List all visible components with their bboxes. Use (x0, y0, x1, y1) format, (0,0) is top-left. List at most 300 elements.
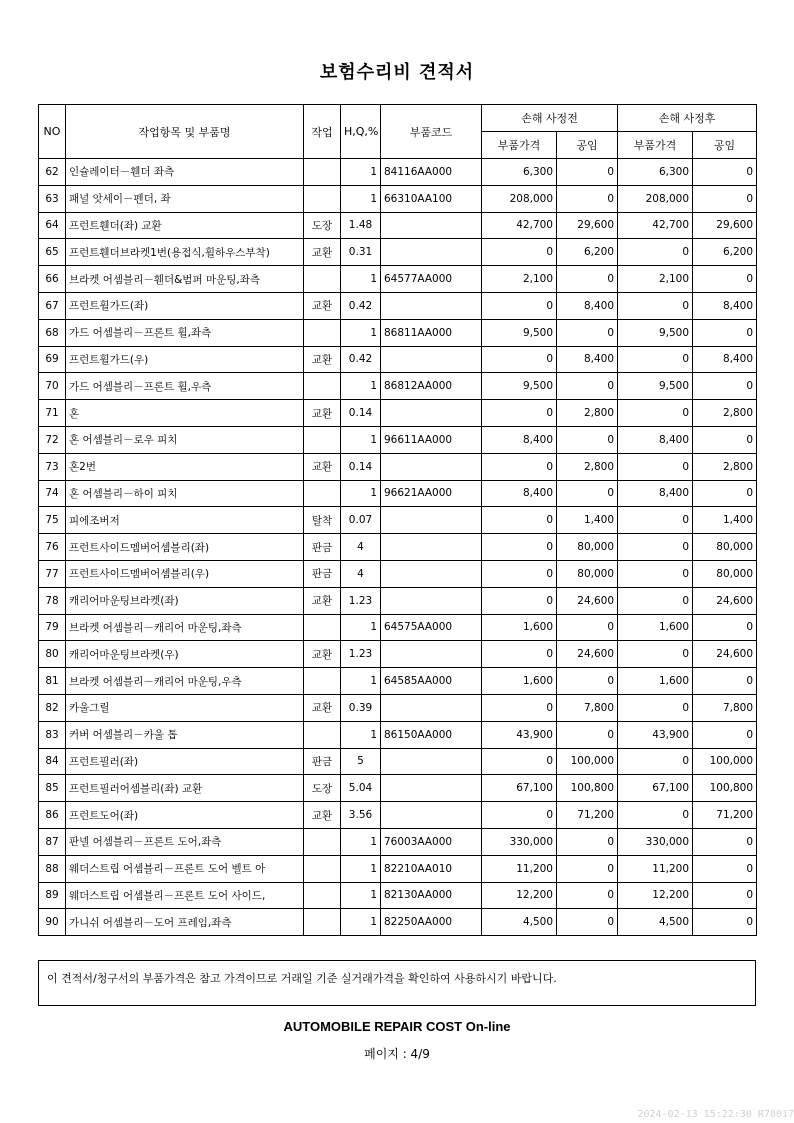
row-hq: 1 (341, 721, 381, 748)
row-before-part-price: 0 (482, 694, 557, 721)
document-title: 보험수리비 견적서 (319, 62, 475, 83)
col-before-labor: 공임 (557, 132, 618, 159)
row-no: 70 (39, 373, 66, 400)
table-row (39, 426, 757, 453)
row-after-part-price: 9,500 (618, 373, 693, 400)
row-no: 76 (39, 534, 66, 561)
row-before-part-price: 0 (482, 748, 557, 775)
row-after-labor: 2,800 (693, 453, 757, 480)
row-before-labor: 24,600 (557, 641, 618, 668)
row-part-code: 76003AA000 (381, 828, 482, 855)
row-before-part-price: 8,400 (482, 480, 557, 507)
row-after-part-price: 0 (618, 534, 693, 561)
row-hq: 5.04 (341, 775, 381, 802)
row-before-part-price: 1,600 (482, 668, 557, 695)
row-before-labor: 0 (557, 319, 618, 346)
row-before-part-price: 42,700 (482, 212, 557, 239)
table-row (39, 641, 757, 668)
table-row (39, 828, 757, 855)
row-part-code (381, 453, 482, 480)
row-before-labor: 0 (557, 882, 618, 909)
row-after-part-price: 0 (618, 587, 693, 614)
row-before-part-price: 0 (482, 292, 557, 319)
table-header (39, 105, 757, 159)
row-work-type (304, 828, 341, 855)
table-row (39, 721, 757, 748)
row-before-part-price: 0 (482, 453, 557, 480)
row-no: 67 (39, 292, 66, 319)
table-row (39, 748, 757, 775)
row-hq: 5 (341, 748, 381, 775)
col-item: 작업항목 및 부품명 (66, 105, 304, 159)
row-item-name: 피에조버저 (66, 507, 304, 534)
table-row (39, 802, 757, 829)
row-part-code (381, 748, 482, 775)
row-item-name: 혼 어셈블리－하이 피치 (66, 480, 304, 507)
row-after-part-price: 0 (618, 802, 693, 829)
row-before-part-price: 330,000 (482, 828, 557, 855)
row-after-labor: 0 (693, 882, 757, 909)
row-item-name: 프런트필러(좌) (66, 748, 304, 775)
col-group-after: 손해 사정후 (618, 105, 757, 132)
row-hq: 1.48 (341, 212, 381, 239)
row-no: 89 (39, 882, 66, 909)
row-before-labor: 0 (557, 373, 618, 400)
row-hq: 1 (341, 828, 381, 855)
row-part-code (381, 346, 482, 373)
table-row (39, 775, 757, 802)
row-after-labor: 0 (693, 668, 757, 695)
row-no: 86 (39, 802, 66, 829)
row-work-type (304, 882, 341, 909)
row-item-name: 프런트필러어셈블리(좌) 교환 (66, 775, 304, 802)
row-part-code: 86812AA000 (381, 373, 482, 400)
row-hq: 4 (341, 560, 381, 587)
row-item-name: 프런트사이드멤버어셈블리(우) (66, 560, 304, 587)
row-no: 84 (39, 748, 66, 775)
row-item-name: 프런트휀더브라켓1번(용접식,휠하우스부착) (66, 239, 304, 266)
page-number: 페이지 : 4/9 (364, 1047, 430, 1061)
row-after-labor: 0 (693, 614, 757, 641)
row-part-code: 96611AA000 (381, 426, 482, 453)
row-before-labor: 0 (557, 855, 618, 882)
row-after-part-price: 67,100 (618, 775, 693, 802)
row-after-part-price: 0 (618, 694, 693, 721)
table-row (39, 292, 757, 319)
table-row (39, 534, 757, 561)
row-hq: 4 (341, 534, 381, 561)
row-hq: 1.23 (341, 587, 381, 614)
row-hq: 1 (341, 480, 381, 507)
table-row (39, 239, 757, 266)
row-no: 63 (39, 185, 66, 212)
row-after-part-price: 0 (618, 346, 693, 373)
row-part-code (381, 212, 482, 239)
row-before-labor: 0 (557, 614, 618, 641)
row-no: 62 (39, 159, 66, 186)
row-before-labor: 29,600 (557, 212, 618, 239)
row-hq: 1.23 (341, 641, 381, 668)
row-no: 72 (39, 426, 66, 453)
row-after-labor: 0 (693, 721, 757, 748)
table-row (39, 319, 757, 346)
row-no: 78 (39, 587, 66, 614)
row-before-labor: 1,400 (557, 507, 618, 534)
col-no: NO (39, 105, 66, 159)
row-work-type (304, 909, 341, 936)
row-item-name: 가드 어셈블리－프론트 휠,우측 (66, 373, 304, 400)
row-work-type: 교환 (304, 292, 341, 319)
table-row (39, 614, 757, 641)
row-item-name: 커버 어셈블리－카울 톱 (66, 721, 304, 748)
row-part-code (381, 587, 482, 614)
row-part-code (381, 239, 482, 266)
row-after-part-price: 0 (618, 507, 693, 534)
table-row (39, 507, 757, 534)
row-item-name: 혼 어셈블리－로우 피치 (66, 426, 304, 453)
row-after-part-price: 42,700 (618, 212, 693, 239)
row-item-name: 인슐레이터－휀더 좌측 (66, 159, 304, 186)
row-after-labor: 29,600 (693, 212, 757, 239)
col-after-part-price: 부품가격 (618, 132, 693, 159)
row-before-part-price: 0 (482, 507, 557, 534)
table-row (39, 560, 757, 587)
table-row (39, 855, 757, 882)
row-part-code (381, 292, 482, 319)
row-item-name: 브라켓 어셈블리－캐리어 마운팅,좌측 (66, 614, 304, 641)
row-part-code (381, 802, 482, 829)
row-no: 69 (39, 346, 66, 373)
table-body (39, 159, 757, 936)
row-before-labor: 7,800 (557, 694, 618, 721)
row-after-part-price: 11,200 (618, 855, 693, 882)
row-work-type: 탈착 (304, 507, 341, 534)
row-item-name: 캐리어마운팅브라켓(우) (66, 641, 304, 668)
row-hq: 0.14 (341, 453, 381, 480)
col-after-labor: 공임 (693, 132, 757, 159)
row-no: 77 (39, 560, 66, 587)
row-before-labor: 0 (557, 185, 618, 212)
row-no: 64 (39, 212, 66, 239)
row-work-type (304, 159, 341, 186)
row-hq: 1 (341, 882, 381, 909)
row-before-part-price: 0 (482, 534, 557, 561)
row-work-type: 교환 (304, 346, 341, 373)
table-row (39, 909, 757, 936)
row-before-labor: 0 (557, 159, 618, 186)
row-part-code: 64585AA000 (381, 668, 482, 695)
table-row (39, 882, 757, 909)
row-no: 65 (39, 239, 66, 266)
row-no: 74 (39, 480, 66, 507)
row-after-part-price: 0 (618, 292, 693, 319)
row-work-type (304, 185, 341, 212)
row-item-name: 혼 (66, 400, 304, 427)
row-work-type: 교환 (304, 641, 341, 668)
row-after-part-price: 2,100 (618, 266, 693, 293)
row-before-part-price: 1,600 (482, 614, 557, 641)
col-work: 작업 (304, 105, 341, 159)
row-item-name: 가드 어셈블리－프론트 휠,좌측 (66, 319, 304, 346)
row-part-code (381, 775, 482, 802)
row-before-part-price: 208,000 (482, 185, 557, 212)
row-work-type (304, 426, 341, 453)
row-after-labor: 8,400 (693, 346, 757, 373)
row-work-type (304, 668, 341, 695)
row-before-labor: 2,800 (557, 453, 618, 480)
row-part-code (381, 694, 482, 721)
row-before-part-price: 2,100 (482, 266, 557, 293)
row-after-labor: 100,800 (693, 775, 757, 802)
row-part-code (381, 560, 482, 587)
table-row (39, 480, 757, 507)
row-after-part-price: 12,200 (618, 882, 693, 909)
row-no: 81 (39, 668, 66, 695)
row-after-part-price: 0 (618, 560, 693, 587)
row-before-part-price: 9,500 (482, 319, 557, 346)
row-after-labor: 0 (693, 159, 757, 186)
row-after-labor: 0 (693, 266, 757, 293)
row-no: 68 (39, 319, 66, 346)
row-before-part-price: 12,200 (482, 882, 557, 909)
row-hq: 0.31 (341, 239, 381, 266)
row-before-labor: 0 (557, 909, 618, 936)
row-before-labor: 80,000 (557, 534, 618, 561)
row-no: 87 (39, 828, 66, 855)
table-row (39, 668, 757, 695)
row-no: 80 (39, 641, 66, 668)
row-hq: 1 (341, 185, 381, 212)
row-before-labor: 2,800 (557, 400, 618, 427)
row-before-labor: 0 (557, 426, 618, 453)
row-hq: 0.42 (341, 292, 381, 319)
row-before-labor: 0 (557, 721, 618, 748)
row-after-part-price: 4,500 (618, 909, 693, 936)
row-after-part-price: 1,600 (618, 614, 693, 641)
row-no: 75 (39, 507, 66, 534)
table-row (39, 373, 757, 400)
row-before-part-price: 4,500 (482, 909, 557, 936)
row-before-part-price: 0 (482, 587, 557, 614)
row-before-part-price: 67,100 (482, 775, 557, 802)
disclaimer-note: 이 견적서/청구서의 부품가격은 참고 가격이므로 거래일 기준 실거래가격을 확인하여 사용하시기 바랍니다. (38, 960, 756, 1006)
row-after-part-price: 1,600 (618, 668, 693, 695)
row-item-name: 프런트사이드멤버어셈블리(좌) (66, 534, 304, 561)
row-after-labor: 80,000 (693, 560, 757, 587)
row-before-labor: 71,200 (557, 802, 618, 829)
row-after-part-price: 0 (618, 748, 693, 775)
row-after-labor: 0 (693, 480, 757, 507)
row-before-labor: 8,400 (557, 346, 618, 373)
row-work-type: 교환 (304, 453, 341, 480)
row-work-type: 교환 (304, 802, 341, 829)
row-after-part-price: 0 (618, 400, 693, 427)
row-after-labor: 0 (693, 909, 757, 936)
row-hq: 1 (341, 909, 381, 936)
row-after-part-price: 8,400 (618, 426, 693, 453)
row-before-labor: 100,800 (557, 775, 618, 802)
row-hq: 0.39 (341, 694, 381, 721)
row-after-part-price: 6,300 (618, 159, 693, 186)
row-before-part-price: 0 (482, 641, 557, 668)
row-after-labor: 2,800 (693, 400, 757, 427)
row-hq: 1 (341, 855, 381, 882)
row-after-labor: 0 (693, 855, 757, 882)
row-work-type: 판금 (304, 748, 341, 775)
row-no: 71 (39, 400, 66, 427)
row-hq: 1 (341, 668, 381, 695)
row-part-code: 64575AA000 (381, 614, 482, 641)
row-after-labor: 6,200 (693, 239, 757, 266)
row-before-labor: 8,400 (557, 292, 618, 319)
row-work-type: 교환 (304, 400, 341, 427)
row-before-part-price: 0 (482, 400, 557, 427)
row-part-code: 82130AA000 (381, 882, 482, 909)
row-part-code: 82210AA010 (381, 855, 482, 882)
footer-brand: AUTOMOBILE REPAIR COST On-line (283, 1019, 511, 1034)
row-part-code: 84116AA000 (381, 159, 482, 186)
row-after-labor: 0 (693, 373, 757, 400)
row-no: 85 (39, 775, 66, 802)
row-after-labor: 0 (693, 185, 757, 212)
table-row (39, 159, 757, 186)
row-after-labor: 7,800 (693, 694, 757, 721)
row-item-name: 캐리어마운팅브라켓(좌) (66, 587, 304, 614)
row-item-name: 혼2번 (66, 453, 304, 480)
row-work-type (304, 614, 341, 641)
row-work-type: 도장 (304, 212, 341, 239)
row-work-type: 교환 (304, 694, 341, 721)
table-row (39, 266, 757, 293)
row-no: 79 (39, 614, 66, 641)
row-hq: 0.42 (341, 346, 381, 373)
row-after-labor: 8,400 (693, 292, 757, 319)
row-part-code: 64577AA000 (381, 266, 482, 293)
row-before-labor: 24,600 (557, 587, 618, 614)
row-part-code: 86150AA000 (381, 721, 482, 748)
row-work-type: 판금 (304, 534, 341, 561)
row-after-part-price: 9,500 (618, 319, 693, 346)
row-after-part-price: 43,900 (618, 721, 693, 748)
row-after-part-price: 0 (618, 239, 693, 266)
row-no: 66 (39, 266, 66, 293)
row-item-name: 브라켓 어셈블리－휀더&범퍼 마운팅,좌측 (66, 266, 304, 293)
print-timestamp: 2024-02-13 15:22:30 R70017 (637, 1109, 794, 1120)
row-part-code: 66310AA100 (381, 185, 482, 212)
row-after-part-price: 0 (618, 453, 693, 480)
row-after-labor: 80,000 (693, 534, 757, 561)
row-work-type (304, 721, 341, 748)
row-work-type (304, 480, 341, 507)
row-hq: 1 (341, 426, 381, 453)
row-part-code (381, 534, 482, 561)
row-after-labor: 24,600 (693, 641, 757, 668)
row-work-type (304, 266, 341, 293)
row-part-code (381, 641, 482, 668)
row-no: 73 (39, 453, 66, 480)
row-before-labor: 0 (557, 480, 618, 507)
table-row (39, 346, 757, 373)
row-after-part-price: 208,000 (618, 185, 693, 212)
row-before-labor: 100,000 (557, 748, 618, 775)
row-before-part-price: 0 (482, 239, 557, 266)
row-work-type (304, 373, 341, 400)
row-before-part-price: 0 (482, 560, 557, 587)
row-before-labor: 80,000 (557, 560, 618, 587)
table-row (39, 212, 757, 239)
row-hq: 3.56 (341, 802, 381, 829)
row-hq: 1 (341, 373, 381, 400)
col-before-part-price: 부품가격 (482, 132, 557, 159)
row-before-part-price: 0 (482, 802, 557, 829)
row-before-part-price: 9,500 (482, 373, 557, 400)
row-after-part-price: 8,400 (618, 480, 693, 507)
row-after-labor: 100,000 (693, 748, 757, 775)
row-no: 82 (39, 694, 66, 721)
row-before-part-price: 8,400 (482, 426, 557, 453)
row-work-type: 교환 (304, 587, 341, 614)
row-hq: 1 (341, 614, 381, 641)
row-work-type (304, 855, 341, 882)
row-before-labor: 0 (557, 828, 618, 855)
row-no: 88 (39, 855, 66, 882)
row-item-name: 카울그릴 (66, 694, 304, 721)
table-row (39, 185, 757, 212)
row-part-code (381, 507, 482, 534)
row-before-part-price: 11,200 (482, 855, 557, 882)
row-after-part-price: 0 (618, 641, 693, 668)
row-item-name: 가니쉬 어셈블리－도어 프레임,좌측 (66, 909, 304, 936)
row-hq: 0.14 (341, 400, 381, 427)
row-hq: 0.07 (341, 507, 381, 534)
col-hq: H,Q,% (341, 105, 381, 159)
row-after-labor: 1,400 (693, 507, 757, 534)
row-after-labor: 71,200 (693, 802, 757, 829)
row-hq: 1 (341, 159, 381, 186)
table-row (39, 587, 757, 614)
row-after-labor: 0 (693, 828, 757, 855)
row-item-name: 프런트휠가드(우) (66, 346, 304, 373)
table-row (39, 400, 757, 427)
table-row (39, 453, 757, 480)
row-work-type: 판금 (304, 560, 341, 587)
row-work-type (304, 319, 341, 346)
row-before-labor: 0 (557, 668, 618, 695)
table-row (39, 694, 757, 721)
row-hq: 1 (341, 266, 381, 293)
row-item-name: 브라켓 어셈블리－캐리어 마운팅,우측 (66, 668, 304, 695)
row-before-part-price: 0 (482, 346, 557, 373)
row-no: 83 (39, 721, 66, 748)
row-before-part-price: 6,300 (482, 159, 557, 186)
row-part-code: 82250AA000 (381, 909, 482, 936)
row-item-name: 웨더스트립 어셈블리－프론트 도어 사이드, (66, 882, 304, 909)
row-work-type: 도장 (304, 775, 341, 802)
row-after-labor: 0 (693, 319, 757, 346)
row-work-type: 교환 (304, 239, 341, 266)
row-no: 90 (39, 909, 66, 936)
col-group-before: 손해 사정전 (482, 105, 618, 132)
row-before-part-price: 43,900 (482, 721, 557, 748)
row-item-name: 웨더스트립 어셈블리－프론트 도어 벨트 아 (66, 855, 304, 882)
row-item-name: 프런트도어(좌) (66, 802, 304, 829)
row-part-code: 96621AA000 (381, 480, 482, 507)
row-after-labor: 24,600 (693, 587, 757, 614)
row-before-labor: 6,200 (557, 239, 618, 266)
row-before-labor: 0 (557, 266, 618, 293)
row-after-labor: 0 (693, 426, 757, 453)
row-item-name: 판넬 어셈블리－프론트 도어,좌측 (66, 828, 304, 855)
